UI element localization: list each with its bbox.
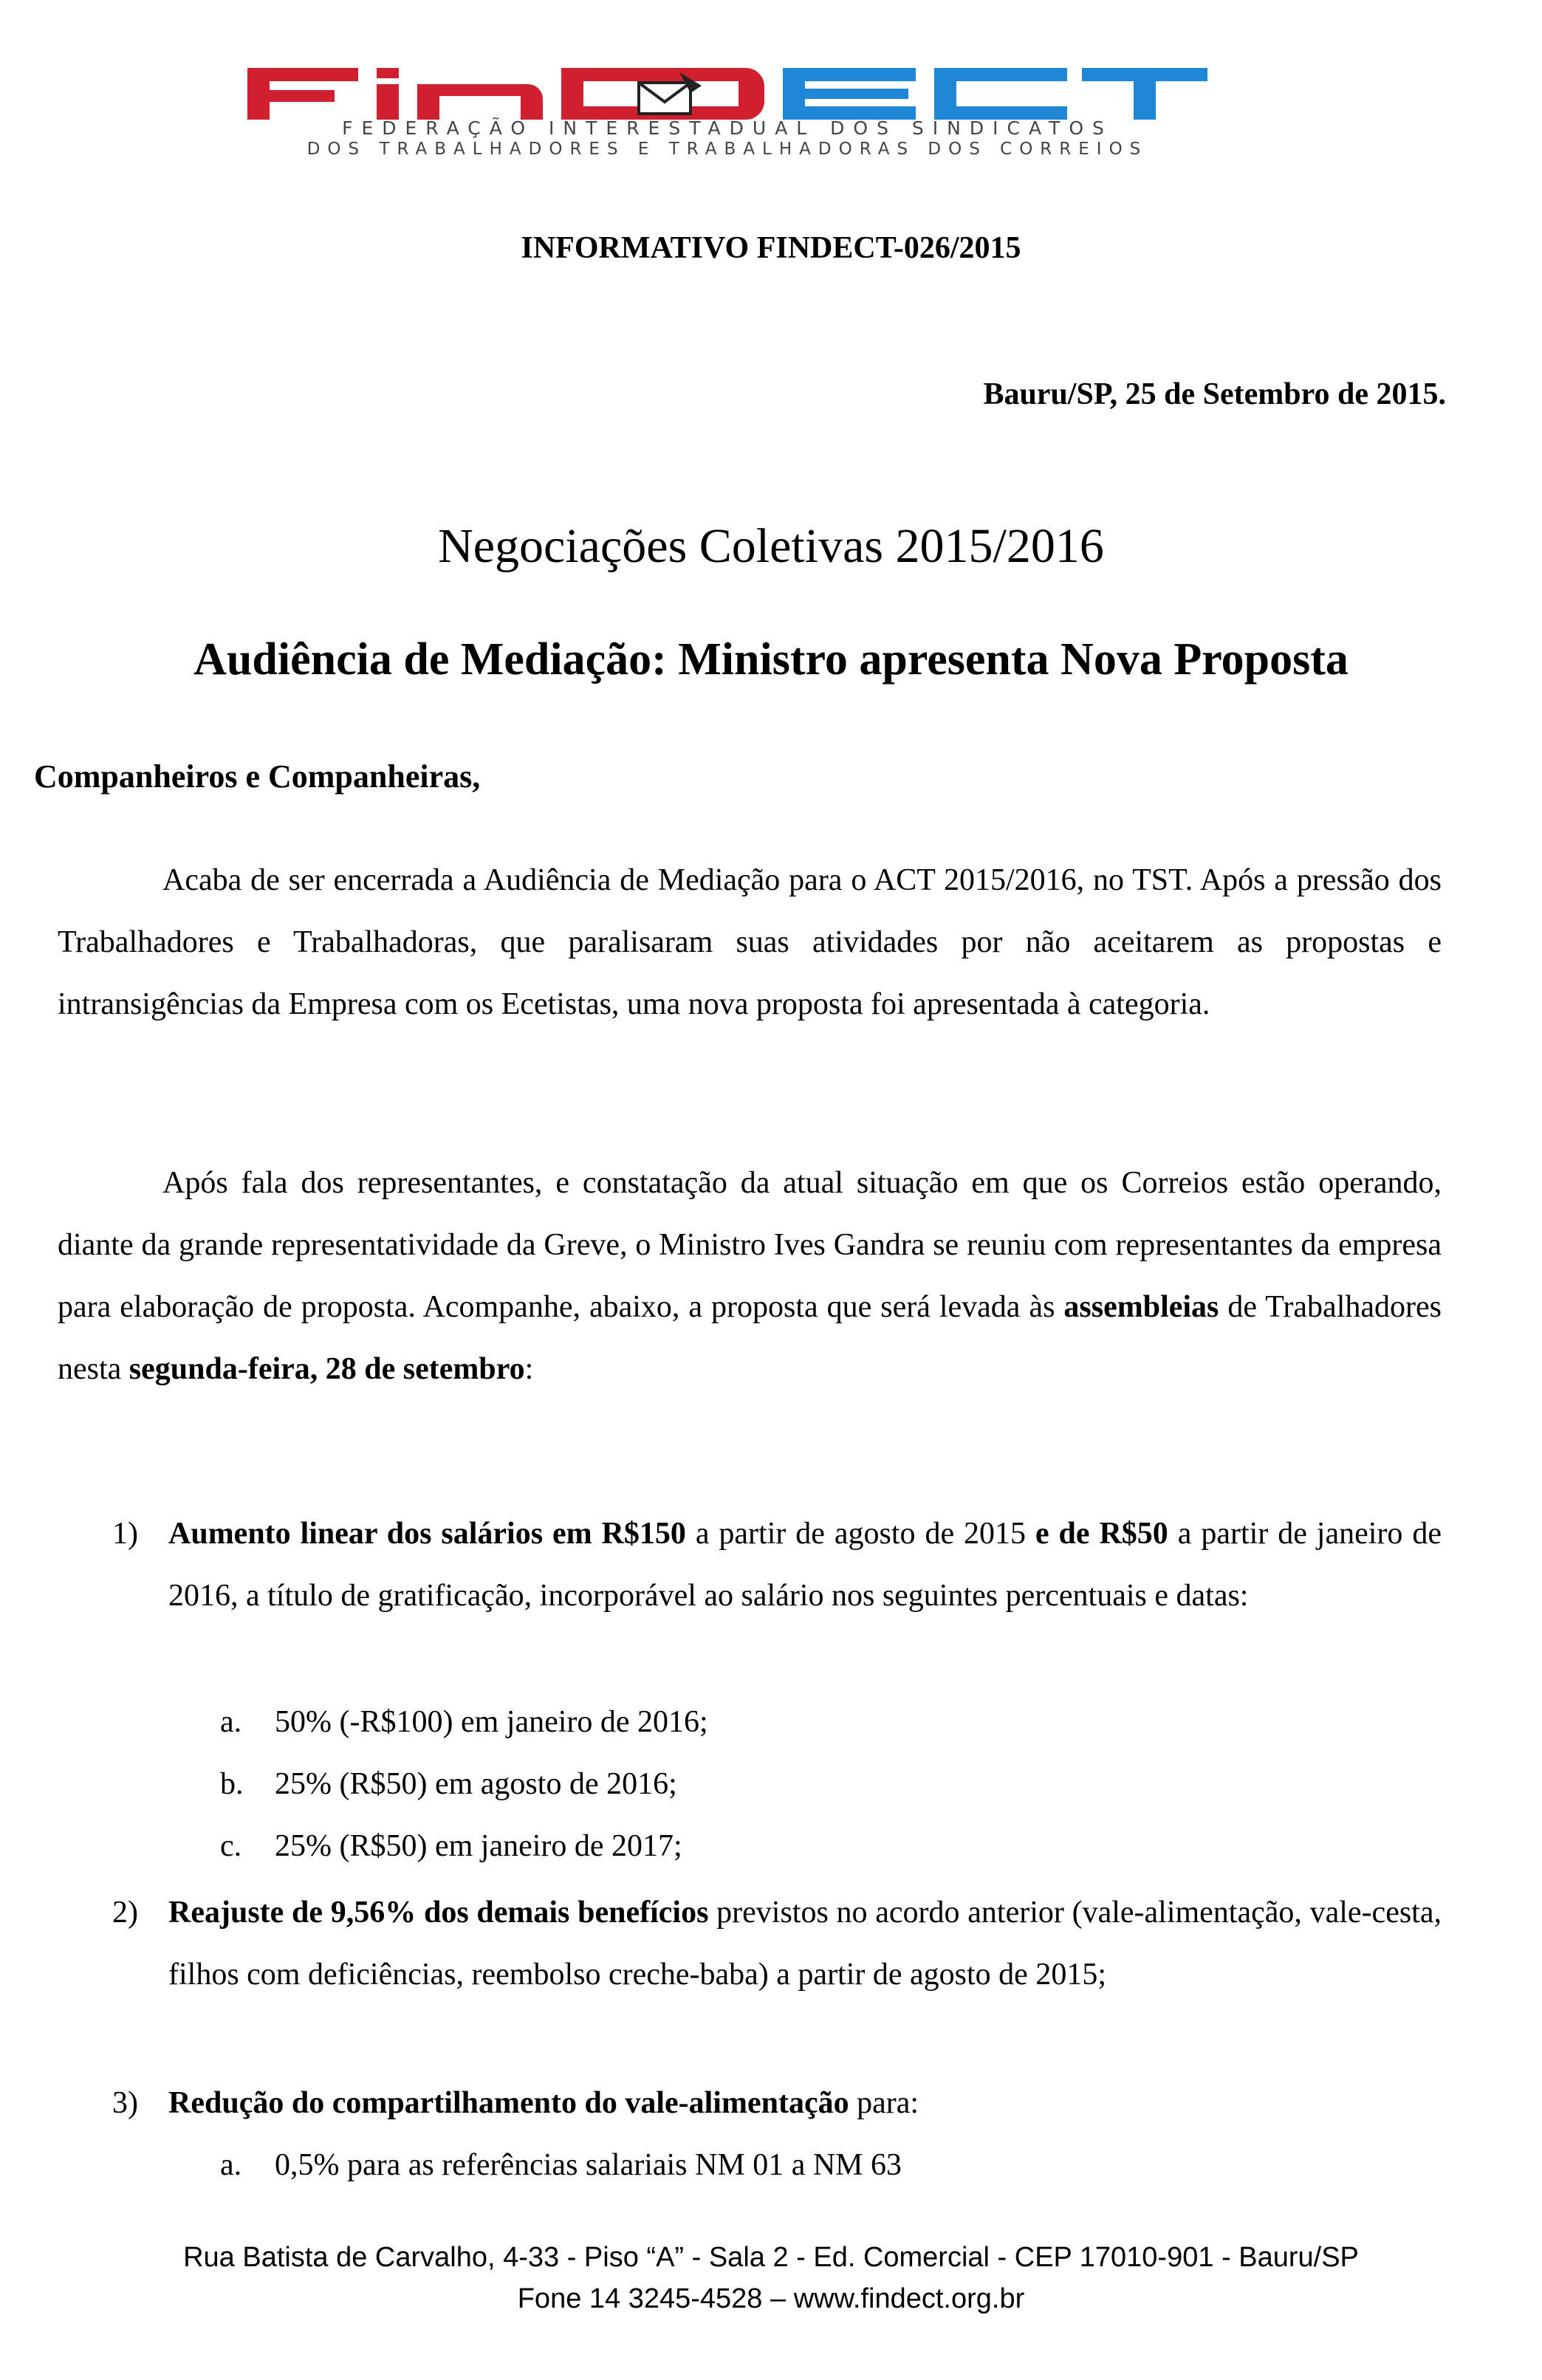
sub-item-1c <box>220 1815 682 1877</box>
sub-item-1a <box>220 1691 708 1753</box>
main-title: Negociações Coletivas 2015/2016 <box>438 519 1104 573</box>
sub-item-letter: a. <box>220 1705 242 1739</box>
item-3-text: para: <box>849 2086 919 2120</box>
sub-item-text: 25% (R$50) em janeiro de 2017; <box>275 1829 682 1863</box>
sub-item-letter: a. <box>220 2148 242 2182</box>
item-2-bold: Reajuste de 9,56% dos demais benefícios <box>168 1896 709 1930</box>
list-item-2 <box>112 1882 1442 2006</box>
document-date: Bauru/SP, 25 de Setembro de 2015. <box>983 377 1446 411</box>
list-item-1 <box>112 1503 1442 1627</box>
assembleias-emphasis: assembleias <box>1063 1290 1219 1324</box>
findect-logo <box>247 68 1207 161</box>
date-emphasis: segunda-feira, 28 de setembro <box>128 1352 525 1386</box>
item-1-text-1: a partir de agosto de 2015 <box>685 1517 1035 1551</box>
paragraph-1: Acaba de ser encerrada a Audiência de Mediação para o ACT 2015/2016, no TST. Após a pressão dos Trabalhadores e Trabalhadoras, que paralisaram suas atividades por não aceitarem as propostas e intransigências da Empresa com os Ecetistas, uma nova proposta foi apresentada à categoria. <box>58 863 1442 1021</box>
footer-contact: Fone 14 3245-4528 – www.findect.org.br <box>517 2283 1025 2314</box>
sub-item-letter: c. <box>220 1829 242 1863</box>
logo-subtitle-line1: FEDERAÇÃO INTERESTADUAL DOS SINDICATOS <box>342 117 1113 139</box>
paragraph-2 <box>58 1152 1442 1400</box>
findect-wordmark <box>247 68 1207 120</box>
item-1-bold-1: Aumento linear dos salários em R$150 <box>168 1517 686 1551</box>
paragraph-2-text: Após fala dos representantes, e constatação da atual situação em que os Correios estão operando, diante da grande representatividade da Greve, o Ministro Ives Gandra se reuniu com representantes da empresa para elaboração de proposta. Acompanhe, abaixo, a proposta que será levada às <box>58 1166 1442 1324</box>
sub-item-letter: b. <box>220 1767 244 1801</box>
salutation: Companheiros e Companheiras, <box>34 758 481 795</box>
list-item-number: 2) <box>112 1896 138 1930</box>
item-1-bold-2: e de R$50 <box>1035 1517 1168 1551</box>
sub-title: Audiência de Mediação: Ministro apresenta Nova Proposta <box>193 634 1349 685</box>
footer-address: Rua Batista de Carvalho, 4-33 - Piso “A” - Sala 2 - Ed. Comercial - CEP 17010-901 - Bauru/SP <box>183 2242 1359 2273</box>
item-2-text: previstos no acordo anterior (vale-alimentação, vale-cesta, filhos com deficiências, reembolso creche-baba) a partir de agosto de 2015; <box>168 1896 1442 1992</box>
paragraph-2-text-2: de Trabalhadores nesta <box>58 1290 1442 1386</box>
sub-item-3a <box>220 2134 902 2196</box>
item-3-bold: Redução do compartilhamento do vale-alimentação <box>168 2086 849 2120</box>
sub-item-text: 0,5% para as referências salariais NM 01 a NM 63 <box>275 2148 902 2182</box>
informativo-heading: INFORMATIVO FINDECT-026/2015 <box>521 231 1021 265</box>
list-item-number: 3) <box>112 2086 138 2120</box>
item-1-text-2: a partir de janeiro de 2016, a título de gratificação, incorporável ao salário nos seguintes percentuais e datas: <box>168 1517 1442 1613</box>
sub-item-text: 50% (-R$100) em janeiro de 2016; <box>275 1705 708 1739</box>
sub-item-text: 25% (R$50) em agosto de 2016; <box>275 1767 677 1801</box>
paragraph-2-end: : <box>524 1352 534 1386</box>
list-item-3 <box>112 2072 1442 2134</box>
list-item-number: 1) <box>112 1517 138 1551</box>
sub-item-1b <box>220 1753 677 1815</box>
logo-subtitle-line2: DOS TRABALHADORES E TRABALHADORAS DOS CORREIOS <box>306 140 1148 159</box>
